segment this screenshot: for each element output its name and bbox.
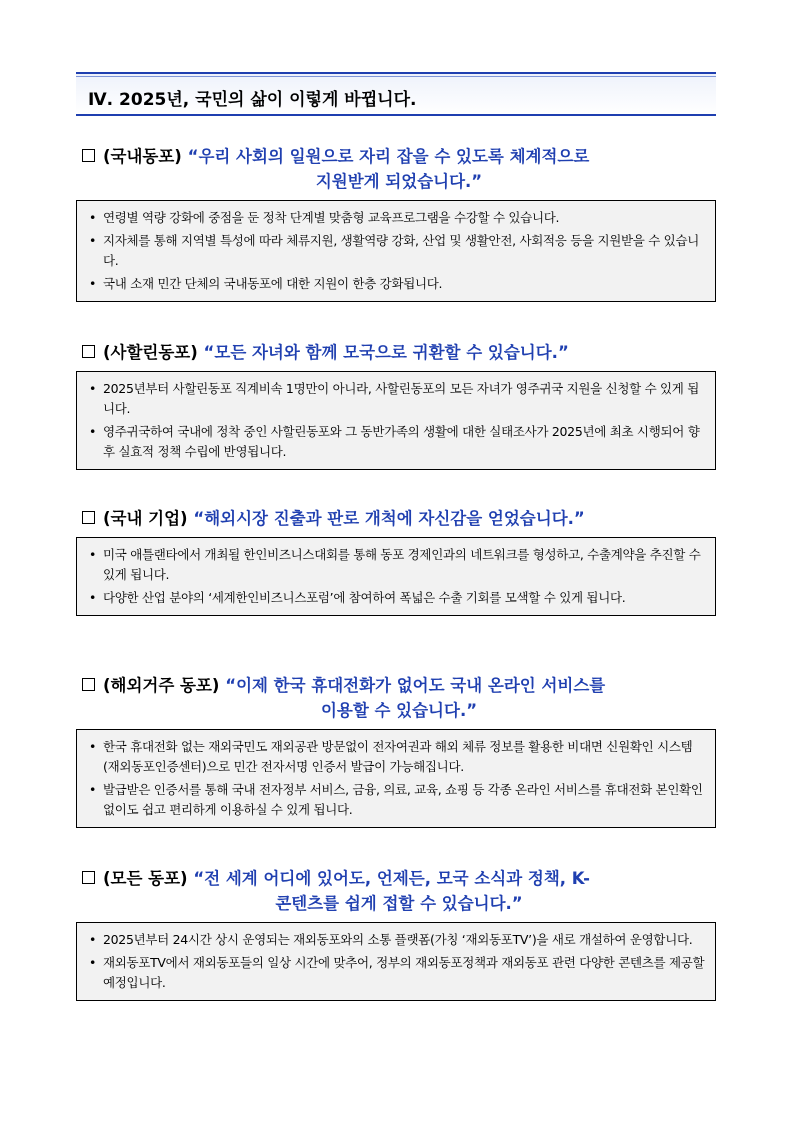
section-header xyxy=(76,72,716,116)
section-quote-line2: 콘텐츠를 쉽게 접할 수 있습니다.” xyxy=(275,894,523,913)
bullet-item: • 지자체를 통해 지역별 특성에 따라 체류지원, 생활역량 강화, 산업 및 생활안전, 사회적응 등을 지원받을 수 있습니다. xyxy=(89,231,705,271)
checkbox-square-icon xyxy=(82,678,95,691)
section-quote: “우리 사회의 일원으로 자리 잡을 수 있도록 체계적으로 xyxy=(187,147,590,166)
bullet-item: • 연령별 역량 강화에 중점을 둔 정착 단계별 맞춤형 교육프로그램을 수강할 수 있습니다. xyxy=(89,208,705,228)
section-sakhalin xyxy=(76,340,716,470)
bullet-item: • 국내 소재 민간 단체의 국내동포에 대한 지원이 한층 강화됩니다. xyxy=(89,274,705,294)
checkbox-square-icon xyxy=(82,871,95,884)
bullet-item: • 미국 애틀랜타에서 개최될 한인비즈니스대회를 통해 동포 경제인과의 네트워크를 형성하고, 수출계약을 추진할 수 있게 됩니다. xyxy=(89,545,705,585)
section-tag: (모든 동포) xyxy=(103,869,188,888)
bullet-item: • 재외동포TV에서 재외동포들의 일상 시간에 맞추어, 정부의 재외동포정책과 재외동포 관련 다양한 콘텐츠를 제공할 예정입니다. xyxy=(89,953,705,993)
section-heading xyxy=(76,866,716,916)
checkbox-square-icon xyxy=(82,511,95,524)
section-quote-line2: 이용할 수 있습니다.” xyxy=(320,701,478,720)
bullet-item: • 발급받은 인증서를 통해 국내 전자정부 서비스, 금융, 의료, 교육, 쇼핑 등 각종 온라인 서비스를 휴대전화 본인확인 없이도 쉽고 편리하게 이용하실 수 있게 됩니다. xyxy=(89,780,705,820)
section-quote: “전 세계 어디에 있어도, 언제든, 모국 소식과 정책, K- xyxy=(193,869,590,888)
section-overseas xyxy=(76,673,716,828)
bullet-item: • 한국 휴대전화 없는 재외국민도 재외공관 방문없이 전자여권과 해외 체류 정보를 활용한 비대면 신원확인 시스템(재외동포인증센터)으로 민간 전자서명 인증서 발급이 가능해집니다. xyxy=(89,737,705,777)
section-heading xyxy=(76,506,716,531)
section-domestic-companies xyxy=(76,506,716,616)
page-title: Ⅳ. 2025년, 국민의 삶이 이렇게 바뀝니다. xyxy=(88,90,417,110)
section-heading xyxy=(76,144,716,194)
section-all-compatriots xyxy=(76,866,716,1001)
bullet-item: • 2025년부터 24시간 상시 운영되는 재외동포와의 소통 플랫폼(가칭 ‘재외동포TV’)을 새로 개설하여 운영합니다. xyxy=(89,930,705,950)
section-quote-line2: 지원받게 되었습니다.” xyxy=(315,172,483,191)
checkbox-square-icon xyxy=(82,149,95,162)
bullet-box xyxy=(76,200,716,302)
section-tag: (국내동포) xyxy=(103,147,182,166)
section-tag: (국내 기업) xyxy=(103,509,188,528)
bullet-box xyxy=(76,537,716,616)
section-quote: “모든 자녀와 함께 모국으로 귀환할 수 있습니다.” xyxy=(203,343,569,362)
bullet-box xyxy=(76,371,716,470)
bullet-item: • 영주귀국하여 국내에 정착 중인 사할린동포와 그 동반가족의 생활에 대한 실태조사가 2025년에 최초 시행되어 향후 실효적 정책 수립에 반영됩니다. xyxy=(89,422,705,462)
section-tag: (해외거주 동포) xyxy=(103,676,220,695)
bullet-box xyxy=(76,729,716,828)
checkbox-square-icon xyxy=(82,345,95,358)
section-quote: “이제 한국 휴대전화가 없어도 국내 온라인 서비스를 xyxy=(225,676,606,695)
section-heading xyxy=(76,340,716,365)
section-quote: “해외시장 진출과 판로 개척에 자신감을 얻었습니다.” xyxy=(193,509,585,528)
bullet-item: • 2025년부터 사할린동포 직계비속 1명만이 아니라, 사할린동포의 모든 자녀가 영주귀국 지원을 신청할 수 있게 됩니다. xyxy=(89,379,705,419)
section-heading xyxy=(76,673,716,723)
section-tag: (사할린동포) xyxy=(103,343,198,362)
section-domestic xyxy=(76,144,716,302)
bullet-box xyxy=(76,922,716,1001)
bullet-item: • 다양한 산업 분야의 ‘세계한인비즈니스포럼’에 참여하여 폭넓은 수출 기회를 모색할 수 있게 됩니다. xyxy=(89,588,705,608)
